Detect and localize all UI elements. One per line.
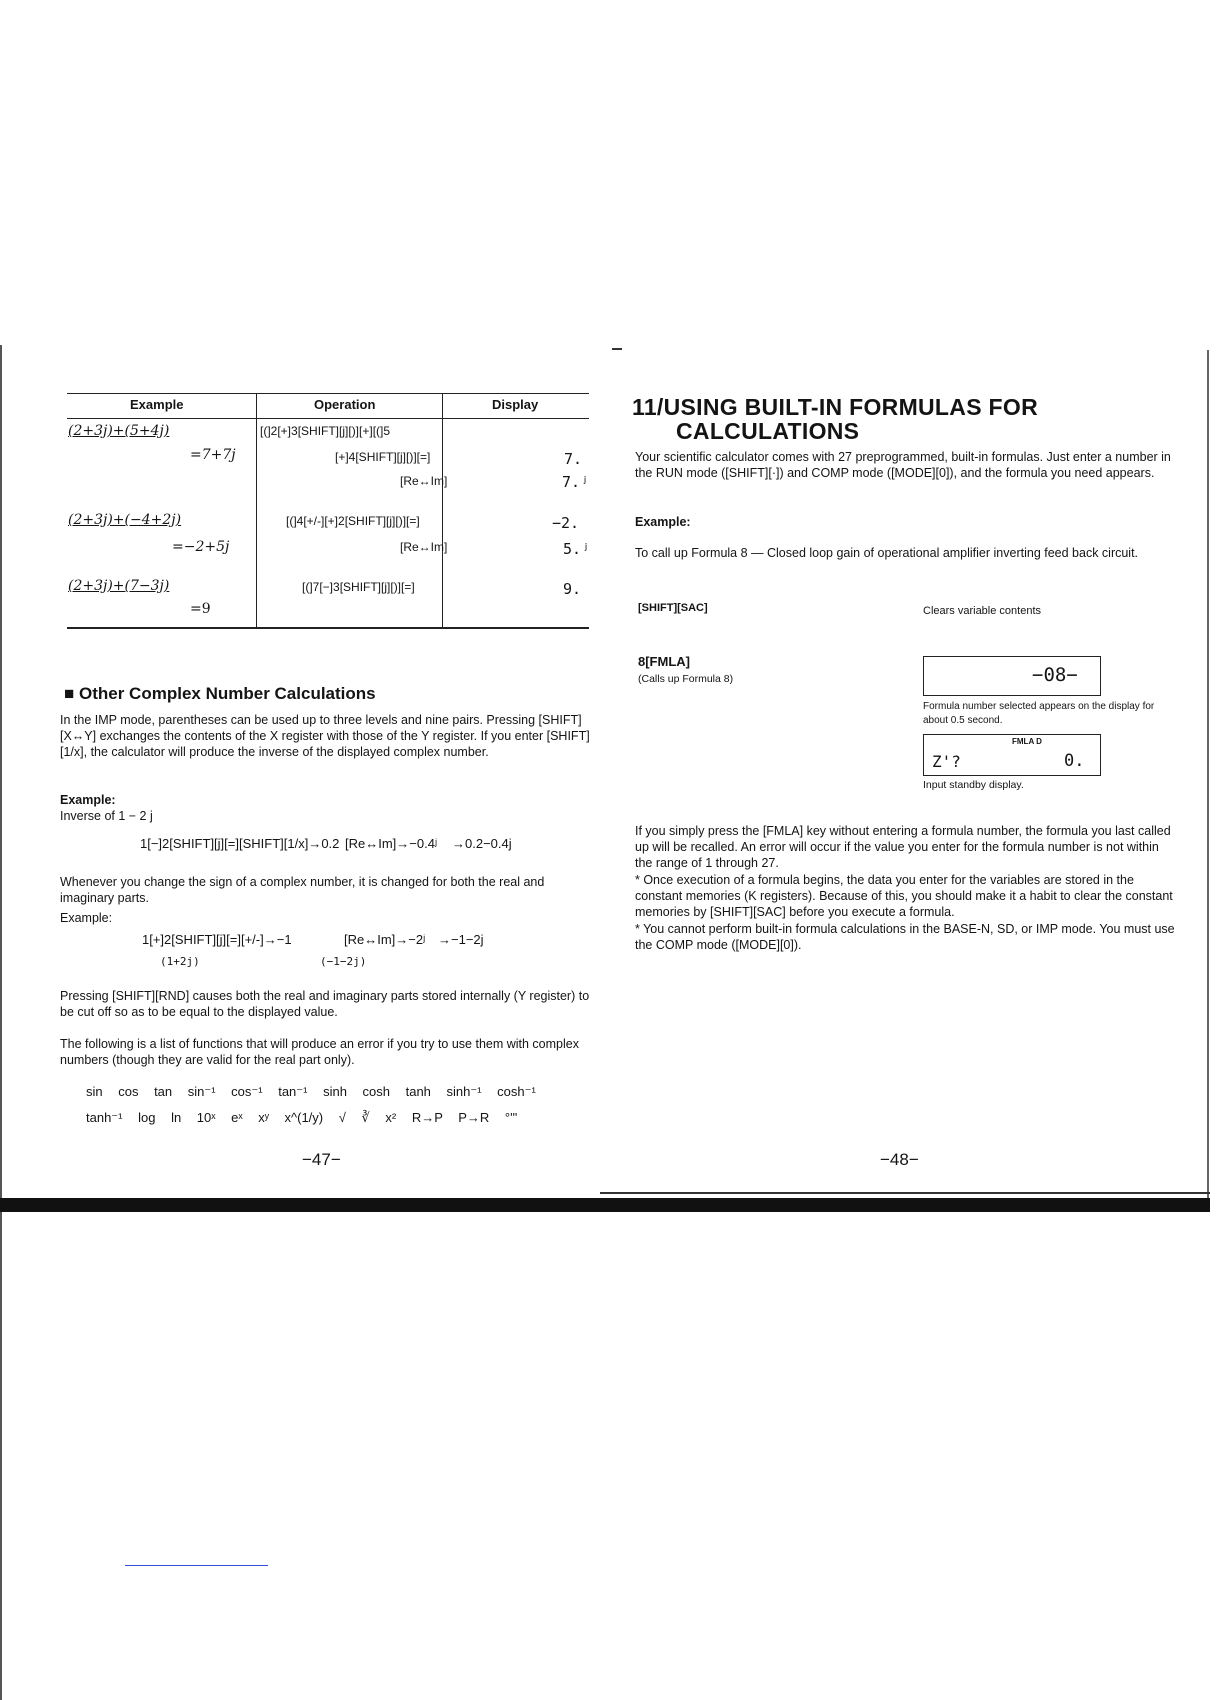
display-value: −2. xyxy=(552,514,580,532)
example-subnote: (−1−2j) xyxy=(320,955,367,968)
example-step: [Re↔Im]→−0.4ʲ xyxy=(345,836,438,851)
lcd-prompt: Z'? xyxy=(932,752,961,771)
lcd-caption: Formula number selected appears on the display for about 0.5 second. xyxy=(923,701,1155,726)
chapter-title-cont: CALCULATIONS xyxy=(676,418,860,444)
table-row: (2+3j)+(5+4j) xyxy=(68,423,170,439)
scan-edge-left xyxy=(0,345,2,1700)
page-number: −47− xyxy=(302,1150,341,1169)
scan-edge-right xyxy=(1207,350,1209,1200)
function-list-row2: tanh⁻¹ log ln 10ˣ eˣ xʸ x^(1/y) √ ∛ x² R→P P→R °'" xyxy=(86,1110,518,1125)
intro-paragraph: Your scientific calculator comes with 27 preprogrammed, built-in formulas. Just enter a number in the RUN mode ([SHIFT][·]) and COMP mode ([MODE][0]), and the formula you need appears. xyxy=(635,450,1171,480)
lcd-value: 0. xyxy=(1064,751,1085,771)
paragraph-imp-mode: In the IMP mode, parentheses can be used up to three levels and nine pairs. Pressing [SHIFT][X↔Y] exchanges the contents of the X register with those of the Y register. If you enter [SHIFT][1/x], the calculator will produce the inverse of the displayed complex number. xyxy=(60,713,590,759)
bullet-square-icon: ■ xyxy=(64,684,79,703)
note-bullet: * You cannot perform built-in formula calculations in the BASE-N, SD, or IMP mode. You must use the COMP mode ([MODE][0]). xyxy=(635,922,1175,952)
paragraph-function-list: The following is a list of functions that will produce an error if you try to use them with complex numbers (though they are valid for the real part only). xyxy=(60,1037,579,1067)
operation-keys: [(]2[+]3[SHIFT][j][)][+][(]5 xyxy=(260,424,391,438)
table-rule xyxy=(67,418,589,419)
table-row: (2+3j)+(7−3j) xyxy=(68,578,170,594)
display-value: 7.ʲ xyxy=(562,473,590,491)
function-list-row1: sin cos tan sin⁻¹ cos⁻¹ tan⁻¹ sinh cosh tanh sinh⁻¹ cosh⁻¹ xyxy=(86,1084,536,1099)
example-step: [Re↔Im]→−2ʲ xyxy=(344,932,426,947)
example-description: Inverse of 1 − 2 j xyxy=(60,809,153,823)
table-row: =7+7j xyxy=(190,447,236,463)
example-label: Example: xyxy=(60,793,116,807)
table-divider xyxy=(442,393,443,627)
table-row: =−2+5j xyxy=(172,539,230,555)
body-paragraph: If you simply press the [FMLA] key without entering a formula number, the formula you last called up will be recalled. An error will occur if the value you enter for the formula number is not within the range of 1 through 27. xyxy=(635,824,1171,870)
example-subnote: (1+2j) xyxy=(160,955,200,968)
step-keys: 8[FMLA] xyxy=(638,654,690,669)
note-bullet: * Once execution of a formula begins, the data you enter for the variables are stored in the constant memories (K registers). Because of this, you should make it a habit to clear the constant memories by [SHIFT][SAC] before you execute a formula. xyxy=(635,873,1173,919)
table-row: =9 xyxy=(190,601,211,617)
header-operation: Operation xyxy=(314,397,376,412)
lcd-caption: Input standby display. xyxy=(923,779,1024,791)
table-rule xyxy=(67,393,589,394)
paragraph-sign-change: Whenever you change the sign of a complex number, it is changed for both the real and imaginary parts. xyxy=(60,875,545,905)
scan-mark xyxy=(612,348,622,350)
display-value: 9. xyxy=(563,580,582,598)
table-divider xyxy=(256,393,257,627)
paragraph-rnd: Pressing [SHIFT][RND] causes both the real and imaginary parts stored internally (Y register) to be cut off so as to be equal to the displayed value. xyxy=(60,989,590,1019)
lcd-display xyxy=(923,656,1101,696)
display-value: 5.ʲ xyxy=(563,540,591,558)
operation-keys: [(]7[−]3[SHIFT][j][)][=] xyxy=(302,580,415,594)
table-row: (2+3j)+(−4+2j) xyxy=(68,512,182,528)
lcd-formula-number: −08− xyxy=(1032,664,1078,686)
page-number: −48− xyxy=(880,1150,919,1169)
example-keys: 1[−]2[SHIFT][j][=][SHIFT][1/x]→0.2 xyxy=(140,836,340,851)
step-note: Clears variable contents xyxy=(923,605,1042,617)
scan-line xyxy=(600,1192,1210,1194)
example-label: Example: xyxy=(635,515,691,529)
operation-keys: [+]4[SHIFT][j][)][=] xyxy=(335,450,431,464)
header-display: Display xyxy=(492,397,539,412)
underline-mark xyxy=(125,1565,268,1566)
chapter-title: 11/USING BUILT-IN FORMULAS FOR xyxy=(632,394,1038,420)
operation-keys: [Re↔Im] xyxy=(400,540,448,554)
operation-keys: [(]4[+/-][+]2[SHIFT][j][)][=] xyxy=(286,514,420,528)
display-value: 7. xyxy=(564,450,583,468)
step-subnote: (Calls up Formula 8) xyxy=(638,673,734,685)
example-keys: 1[+]2[SHIFT][j][=][+/-]→−1 xyxy=(142,932,292,947)
step-keys: [SHIFT][SAC] xyxy=(638,602,708,614)
lcd-indicator: FMLA D xyxy=(1012,737,1042,746)
table-rule xyxy=(67,627,589,629)
example-result: →0.2−0.4j xyxy=(452,836,512,851)
scan-bottom-bar xyxy=(0,1198,1210,1212)
example-result: →−1−2j xyxy=(438,932,484,947)
example-description: To call up Formula 8 — Closed loop gain of operational amplifier inverting feed back circuit. xyxy=(635,546,1139,560)
lcd-display xyxy=(923,734,1101,776)
operation-keys: [Re↔Im] xyxy=(400,474,448,488)
example-label: Example: xyxy=(60,911,113,925)
header-example: Example xyxy=(130,397,184,412)
section-title: ■ Other Complex Number Calculations xyxy=(64,684,376,703)
